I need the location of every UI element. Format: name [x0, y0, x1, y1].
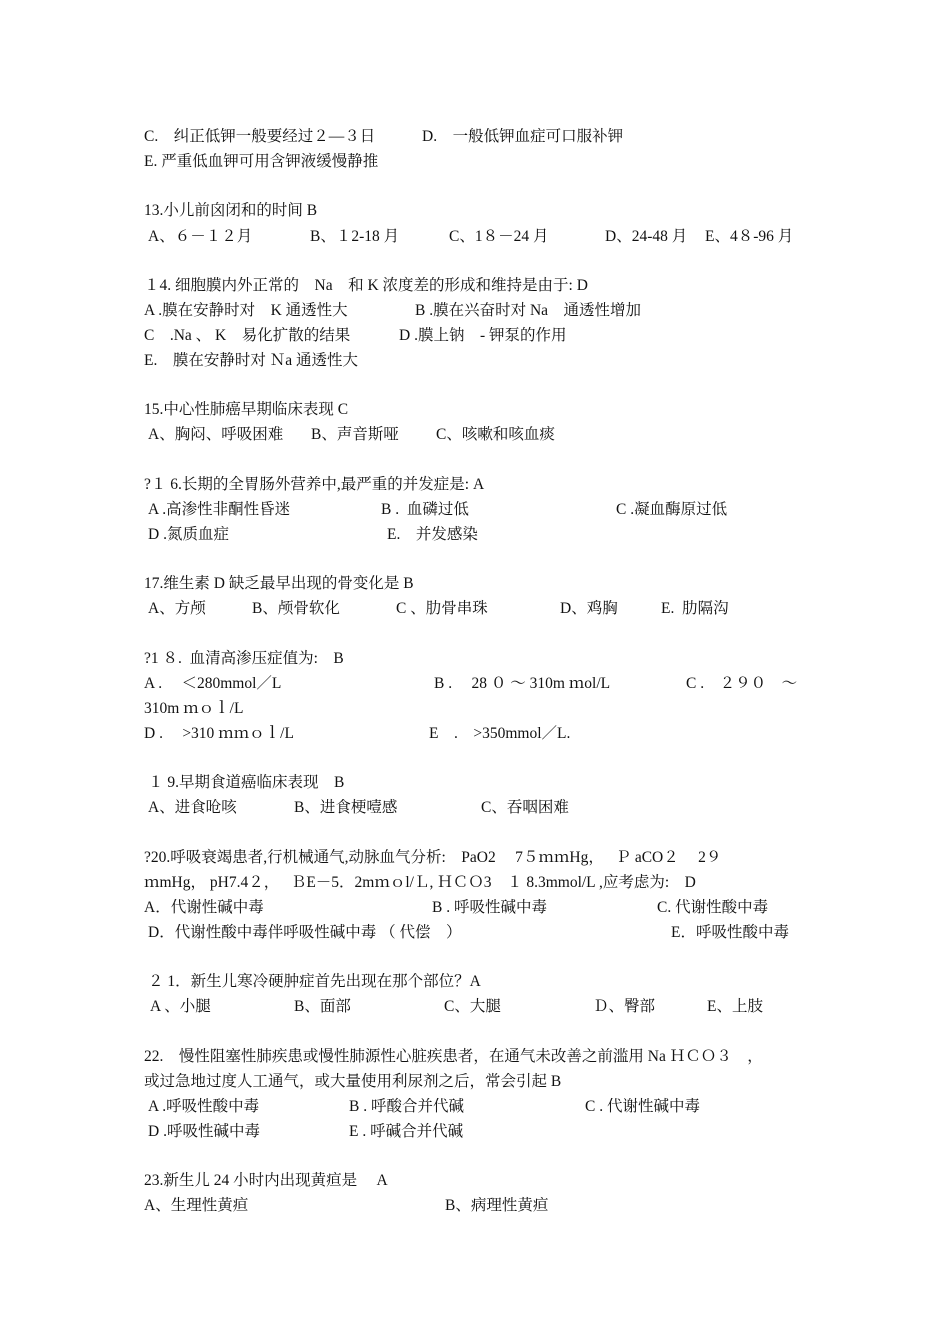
question-23-title: 23.新生儿 24 小时内出现黄疸是 A [144, 1172, 388, 1189]
question-22-option-b: B . 呼酸合并代碱 [349, 1098, 464, 1115]
question-21-option-d: Ｄ、臀部 [593, 998, 656, 1015]
question-15-option-a: A、胸闷、呼吸困难 [148, 426, 284, 443]
question-13-title: 13.小儿前囟闭和的时间 B [144, 202, 318, 219]
question-16-option-b: B . 血磷过低 [381, 501, 469, 518]
question-14-option-d: D .膜上钠 - 钾泵的作用 [399, 327, 567, 344]
question-16-title: ?１ 6.长期的全胃肠外营养中,最严重的并发症是: A [144, 476, 485, 493]
question-22-title-continued: 或过急地过度人工通气，或大量使用利尿剂之后，常会引起 B [144, 1073, 562, 1090]
question-14-option-e: E. 膜在安静时对 Ｎa 通透性大 [144, 352, 358, 369]
question-13-option-d: D、24-48 月 [605, 228, 688, 245]
question-14-option-c: C .Na 、 K 易化扩散的结果 [144, 327, 351, 344]
question-23-option-b: B、病理性黄疸 [445, 1197, 549, 1214]
question-20-option-a: A．代谢性碱中毒 [144, 899, 264, 916]
question-21-title: ２ 1．新生儿寒冷硬肿症首先出现在那个部位？A [148, 973, 481, 990]
option-d-line: D. 一般低钾血症可口服补钾 [422, 128, 624, 145]
question-20-option-e: E．呼吸性酸中毒 [671, 924, 789, 941]
question-22-option-c: C . 代谢性碱中毒 [585, 1098, 700, 1115]
question-17-title: 17.维生素 D 缺乏最早出现的骨变化是 B [144, 575, 414, 592]
question-18-option-a: A . ＜280mmol／L [144, 675, 282, 692]
question-13-option-c: C、1８－24 月 [449, 228, 549, 245]
question-17-option-e: E. 肋隔沟 [661, 600, 729, 617]
question-20-title: ?20.呼吸衰竭患者,行机械通气,动脉血气分析: PaO2 7５ｍｍHg， Ｐ aCO２ 2９ [144, 849, 722, 866]
option-e-line: E. 严重低血钾可用含钾液缓慢静推 [144, 153, 379, 170]
question-16-option-a: A .高渗性非酮性昏迷 [148, 501, 291, 518]
question-17-option-a: A、方颅 [148, 600, 206, 617]
question-13-option-b: B、１2-18 月 [310, 228, 400, 245]
question-16-option-d: D .氮质血症 [148, 526, 229, 543]
question-20-title-continued: ｍmHg， pH7.4２， ＢE－5．2mｍｏl/Ｌ, ＨＣＯ3 １ 8.3mmol/L ,应考虑为: D [144, 874, 696, 891]
question-20-option-d: D．代谢性酸中毒伴呼吸性碱中毒 （ 代偿 ） [148, 924, 462, 941]
question-22-title: 22. 慢性阻塞性肺疾患或慢性肺源性心脏疾患者，在通气未改善之前滥用 Na ＨＣＯ３ ， [144, 1048, 763, 1065]
question-21-option-e: E、上肢 [707, 998, 763, 1015]
question-15-option-c: C、咳嗽和咳血痰 [436, 426, 555, 443]
question-21-option-c: C、大腿 [444, 998, 501, 1015]
question-21-option-a: A 、小腿 [150, 998, 211, 1015]
question-19-title: １ 9.早期食道癌临床表现 B [148, 774, 345, 791]
question-17-option-c: C 、肋骨串珠 [396, 600, 488, 617]
question-19-option-b: B、进食梗噎感 [294, 799, 398, 816]
question-17-option-b: B、颅骨软化 [252, 600, 340, 617]
question-16-option-c: C .凝血酶原过低 [616, 501, 728, 518]
question-15-title: 15.中心性肺癌早期临床表现 C [144, 401, 349, 418]
question-18-option-d: D . >310 ｍｍｏｌ/L [144, 725, 294, 742]
question-13-option-e: E、4８-96 月 [705, 228, 794, 245]
question-19-option-a: A、进食呛咳 [148, 799, 237, 816]
question-20-option-c: C. 代谢性酸中毒 [657, 899, 769, 916]
option-c-line: C. 纠正低钾一般要经过２—３日 [144, 128, 376, 145]
question-13-option-a: A、６－１２月 [148, 228, 253, 245]
question-22-option-d: D .呼吸性碱中毒 [148, 1123, 260, 1140]
question-21-option-b: B、面部 [294, 998, 351, 1015]
question-18-option-e: E . >350mmol／L. [429, 725, 571, 742]
question-22-option-a: A .呼吸性酸中毒 [148, 1098, 260, 1115]
question-17-option-d: D、鸡胸 [560, 600, 618, 617]
question-16-option-e: E. 并发感染 [387, 526, 478, 543]
question-15-option-b: B、声音斯哑 [311, 426, 399, 443]
question-22-option-e: E . 呼碱合并代碱 [349, 1123, 464, 1140]
question-14-title: １4. 细胞膜内外正常的 Na 和 K 浓度差的形成和维持是由于: D [144, 277, 588, 294]
question-14-option-b: B .膜在兴奋时对 Na 通透性增加 [415, 302, 642, 319]
question-23-option-a: A、生理性黄疸 [144, 1197, 249, 1214]
question-18-option-c-continued: 310m ｍｏｌ/L [144, 700, 244, 717]
question-19-option-c: C、吞咽困难 [481, 799, 569, 816]
question-18-option-b: B . 28 ０ ～ 310m ｍol/L [434, 675, 611, 692]
question-18-option-c: C . ２９０ ～ [686, 675, 798, 692]
question-18-title: ?1 ８. 血清高渗压症值为: B [144, 650, 344, 667]
question-20-option-b: B . 呼吸性碱中毒 [432, 899, 547, 916]
question-14-option-a: A .膜在安静时对 K 通透性大 [144, 302, 348, 319]
